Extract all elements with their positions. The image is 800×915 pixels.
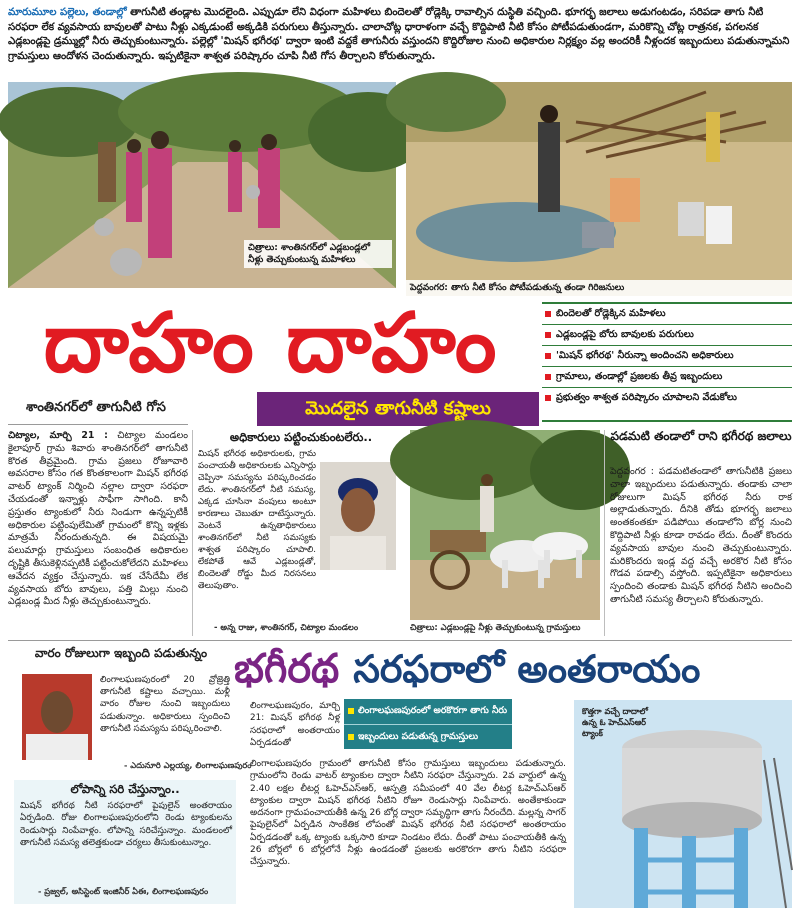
bhagiratha-box-item: ఇబ్బందులు పడుతున్న గ్రామస్తులు bbox=[344, 724, 512, 749]
photo-women-carrying-water bbox=[8, 82, 396, 288]
photo-anna-raju bbox=[320, 462, 396, 570]
bhagiratha-dateline: లింగాలఘణపురం, మార్చి 21: మిషన్ భగీరథ నీళ్ల సరఫరాలో అంతరాయం ఏర్పడడంతో bbox=[250, 701, 340, 749]
padamati-body: పెద్దవంగర : పడమటితండాలో తాగునీటికి ప్రజలు చాలా ఇబ్బందులు పడుతున్నారు. తండాకు చాలా రోజులుగా మిషన్ భగీరథ నీరు రాక అల్లాడుతున్నారు. దీనికి తోడు భూగర్భ జలాలు అంతకంతకూ పడిపోయి తండాలోని బోర్ల నుంచి కొద్దిపాటి నీళ్లు కూడా రావడం లేదు. దీంతో కొందరు వ్యవసాయ బావుల నుంచి తెచ్చుకుంటున్నారు. మరికొందరు ఇండ్ల వద్ద వచ్చే అరకొర నీటి కోసం గొడవ పడాల్సి వస్తోంది. ఇప్పటికైనా అధికారులు స్పందించి తండాకు మిషన్ భగీరథ నీటిని అందించి తాగునీటి సమస్య తీర్చాలని కోరుతున్నారు. bbox=[610, 466, 792, 605]
left-photo-caption: చిత్రాలు: శాంతినగర్‌లో ఎడ్లబండ్లలో నీళ్లు తెచ్చుకుంటున్న మహిళలు bbox=[244, 240, 392, 268]
headline-bullets bbox=[542, 302, 792, 422]
intro-paragraph bbox=[8, 6, 792, 80]
bhagiratha-title-b: సరఫరాలో అంతరాయం bbox=[353, 647, 701, 691]
bhagiratha-title-a: భగీరథ bbox=[234, 646, 340, 692]
right-photo-caption: పెద్దవంగర: తాగు నీటి కోసం పోటీపడుతున్న తండా గిరిజనులు bbox=[406, 280, 792, 296]
shantinagar-article bbox=[8, 430, 188, 636]
photo-tanda-water-queue bbox=[406, 82, 792, 296]
shantinagar-heading: శాంతినగర్‌లో తాగునీటి గోస bbox=[26, 400, 166, 415]
headline-subtitle: మొదలైన తాగునీటి కష్టాలు bbox=[257, 392, 539, 426]
week-heading: వారం రోజులుగా ఇబ్బంది పడుతున్నం bbox=[34, 646, 208, 660]
main-headline: దాహం దాహం bbox=[43, 296, 499, 391]
bhagiratha-body: లింగాలఘణపురం గ్రామంలో తాగునీటి కోసం గ్రామస్తులు ఇబ్బందులు పడుతున్నారు. గ్రామంలోని రెండు వాటర్ ట్యాంకుల ద్వారా నీటిని సరఫరా చేస్తున్నారు. 2వ వార్డులో ఉన్న 2.40 లక్షల లీటర్ల ఓహెచ్‌ఎస్‌ఆర్, ఆస్పత్రి సమీపంలో 40 వేల లీటర్ల ఓహెచ్‌ఎస్‌ఆర్ ట్యాంకుల ద్వారా మిషన్ భగీరథ నీటిని రోజూ రెండుసార్లు నింపేవారు. అంతేకాకుండా అదనంగా గ్రామపంచాయతీకి ఉన్న 26 బోర్ల ద్వారా సమృద్ధిగా తాగు నీరందేది. మల్లన్న సాగర్ పైపులైన్‌లో ఏర్పడిన సాంకేతిక లోపంతో మిషన్ భగీరథ నీటి సరఫరాలో అంతరాయం ఏర్పడడంతో ఒక్క ట్యాంకు ఒక్కసారి కూడా నిండటం లేదు. దీంతో పాటు పంచాయతీకి ఉన్న 26 బోర్లలో 6 బోర్లలోనే నీళ్లు ఉండడంతో ప్రజలకు అరకొరగా తాగు నీటిని సరఫరా చేస్తున్నారు. bbox=[250, 759, 566, 868]
divider bbox=[8, 424, 188, 425]
photo-bullock-cart bbox=[410, 430, 600, 620]
cart-photo-caption: చిత్రాలు: ఎడ్లబండ్లపై నీళ్లు తెచ్చుకుంటున్న గ్రామస్తులు bbox=[410, 622, 581, 632]
photo-edunuri-yellaiah bbox=[22, 674, 92, 760]
repair-quote-title: లోపాన్ని సరి చేస్తున్నాం.. bbox=[70, 782, 180, 796]
officials-quote-signature: - అన్న రాజు, శాంతినగర్, చిట్యాల మండలం bbox=[214, 622, 359, 632]
bullet-item: 'మిషన్ భగీరథ' నీరున్నా అందించని అధికారులు bbox=[542, 346, 792, 367]
officials-quote-title: అధికారులు పట్టించుకుంటలేరు.. bbox=[229, 430, 373, 444]
intro-lead: మారుమూల పల్లెలు, తండాల్లో bbox=[8, 7, 127, 18]
bullet-item: ఎడ్లబండ్లపై బోరు బావులకు పరుగులు bbox=[542, 325, 792, 346]
padamati-heading: పడమటి తండాలో రాని భగీరథ జలాలు bbox=[610, 429, 792, 443]
bhagiratha-headline bbox=[234, 643, 794, 695]
officials-quote-body: మిషన్ భగీరథ అధికారులకు, గ్రామ పంచాయతీ అధికారులకు ఎన్నిసార్లు చెప్పినా సమస్యను పరిష్కరించడం లేదు. శాంతినగర్‌లో నీటి సమస్య, ఎక్కడ చూసినా వంపులు అంటూ కారణాలు చెబుతూ దాటేస్తున్నారు. వెంటనే ఉన్నతాధికారులు శాంతినగర్‌లో నీటి సమస్యకు శాశ్వత పరిష్కారం చూపాలి. లేకపోతే ఆవే ఎడ్లబండ్లతో, బిందెలతో రోడ్డు మీద నిరసనలు తెలుపుతాం. bbox=[198, 449, 316, 591]
divider bbox=[604, 430, 605, 636]
repair-quote-body: మిషన్ భగీరథ నీటి సరఫరాలో పైపులైన్ అంతరాయం ఏర్పడింది. రోజు లింగాలఘణపురంలోని రెండు ట్యాంకులను రెండుసార్లు నింపేవాళ్లం. లోపాన్ని సరిచేస్తున్నాం. మండలంలో తాగునీటి సమస్య తలెత్తకుండా చర్యలు తీసుకుంటున్నాం. bbox=[20, 801, 232, 849]
divider bbox=[192, 430, 193, 636]
divider bbox=[8, 640, 792, 641]
tank-photo-caption: కొత్తగా వచ్చే దాదాలో ఉన్న ఓ హెచ్ఎస్ఆర్ ట్యాంక్ bbox=[582, 706, 648, 738]
bullet-item: గ్రామాలు, తండాల్లో ప్రజలకు తీవ్ర ఇబ్బందులు bbox=[542, 367, 792, 388]
repair-quote-signature: - ప్రజ్వల్, అసిస్టెంట్ ఇంజినీర్ ఏఈ, లింగాలఘణపురం bbox=[38, 886, 209, 896]
bullet-item: బిందెలతో రోడ్లెక్కిన మహిళలు bbox=[542, 304, 792, 325]
shantinagar-dateline: చిట్యాల, మార్చి 21 : bbox=[8, 430, 108, 441]
bhagiratha-box-item: లింగాలఘణపురంలో అరకొరగా తాగు నీరు bbox=[344, 699, 512, 724]
bullet-item: ప్రభుత్వం శాశ్వత పరిష్కారం చూపాలని వేడుకోలు bbox=[542, 388, 792, 409]
week-body: లింగాలఘణపురంలో 20 వ్రోజ్రెత్తి తాగునీటి కష్టాలు వచ్చాయి. మళ్లీ వారం రోజుల నుంచి ఇబ్బందులు పడుతున్నాం. అధికారులు స్పందించి తాగునీటి సమస్యను పరిష్కరించాలి. bbox=[100, 675, 230, 734]
intro-text: తాగునీటి తండ్లాట మొదలైంది. ఎప్పుడూ లేని విధంగా మహిళలు బిందెలతో రోడ్లెక్కి రావాల్సిన దుస్థితి వచ్చింది. భూగర్భ జలాలు అడుగంటడం, సరిపడా తాగు నీటి సరఫరా లేక వ్యవసాయ బావులతో పాటు నీళ్లు ఎక్కడుంటే అక్కడికి పరుగులు తీస్తున్నారు. చాలాచోట్ల ధారాళంగా వచ్చే కొద్దిపాటి నీటి కోసం పోటీపడుతుండగా, మరికొన్ని చోట్ల రాత్రనక, పగలనక ఎడ్లబండ్లపై డ్రమ్ముల్లో నీరు తెచ్చుకుంటున్నారు. పల్లెల్లో 'మిషన్ భగీరథ' ద్వారా ఇంటి వద్దకే తాగునీరు వస్తుందని కొద్దిరోజుల నుంచి అధికారుల నిర్లక్ష్యం వల్ల అందరికీ నీళ్లందక ఇబ్బందులు పడుతున్నామని గ్రామస్తులు ఆందోళన చెందుతున్నారు. ఇప్పటికైనా శాశ్వత పరిష్కారం చూపి నీటి గోస తీర్చాలని కోరుతున్నారు. bbox=[8, 7, 790, 62]
photo-water-tank bbox=[574, 700, 792, 908]
shantinagar-body: చిట్యాల మండలం కైలాపూర్ గ్రామ శివారు శాంతినగర్‌లో తాగునీటి కొరత తీవ్రమైంది. గ్రామ ప్రజలు రోజూవారి అవసరాల కోసం గత కొంతకాలంగా మిషన్ భగీరథ వాటర్ ట్యాంక్ నిర్మించి నల్లాల ద్వారా సరఫరా చేయడంతో ఇన్నాళ్లు సాఫీగా సాగింది. కానీ ప్రస్తుతం ట్యాంకులో నీరు నిండుగా ఉన్నప్పటికీ అధికారుల పట్టింపులేమితో గ్రామంలో కొన్ని ఇళ్లకు మాత్రమే నీరందుతున్నది. ఈ విషయమై పలుమార్లు గ్రామస్తులు సంబంధిత అధికారుల దృష్టికి తీసుకెళ్లినప్పటికీ పట్టించుకోలేదని మహిళలు ఆవేదన వ్యక్తం చేస్తున్నారు. ఇక చేసేదేమీ లేక వ్యవసాయ బోరు బావులు, పత్తి మిల్లు నుంచి ఎడ్లబండ్ల మీద నీళ్లు తెచ్చుకుంటున్నారు. bbox=[8, 430, 188, 608]
bhagiratha-box bbox=[344, 699, 512, 749]
week-signature: - ఎదునూరి ఎల్లయ్య, లింగాలఘణపురం bbox=[124, 760, 252, 770]
